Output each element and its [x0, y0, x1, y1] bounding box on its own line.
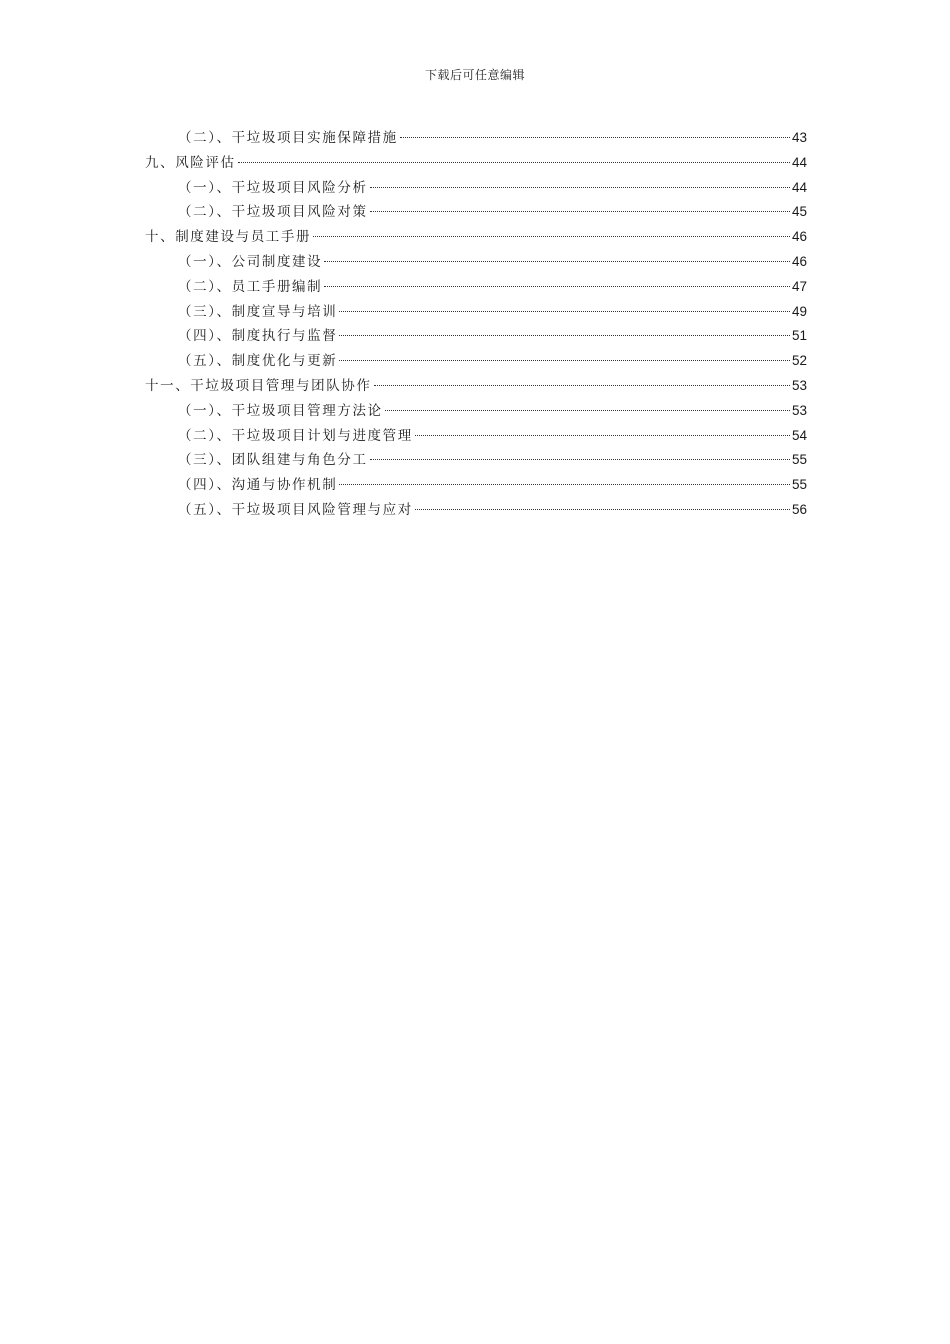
toc-entry[interactable]: [145, 349, 807, 374]
toc-entry-page: 53: [791, 402, 807, 418]
toc-entry-page: 46: [791, 229, 807, 245]
toc-dot-leader: [415, 509, 790, 510]
toc-dot-leader: [415, 435, 790, 436]
toc-entry[interactable]: [145, 151, 807, 176]
toc-entry-page: 55: [791, 452, 807, 468]
toc-dot-leader: [400, 137, 790, 138]
table-of-contents: [145, 126, 807, 523]
toc-entry-page: 51: [791, 328, 807, 344]
toc-entry-label: （五）、干垃圾项目风险管理与应对: [178, 501, 413, 518]
toc-entry-label: （二）、干垃圾项目风险对策: [178, 204, 368, 221]
toc-entry-page: 47: [791, 278, 807, 294]
toc-entry-label: （四）、制度执行与监督: [178, 328, 338, 345]
toc-entry[interactable]: [145, 498, 807, 523]
page-header-note: 下载后可任意编辑: [424, 68, 525, 82]
toc-entry-page: 55: [791, 477, 807, 493]
toc-entry-page: 43: [791, 130, 807, 145]
toc-entry-label: （五）、制度优化与更新: [178, 353, 338, 370]
toc-dot-leader: [374, 385, 790, 386]
toc-dot-leader: [370, 459, 790, 460]
toc-entry-label: 九、风险评估: [145, 154, 236, 171]
toc-entry[interactable]: [145, 176, 807, 201]
toc-entry[interactable]: [145, 200, 807, 225]
toc-entry[interactable]: [145, 399, 807, 424]
toc-entry-page: 52: [791, 353, 807, 369]
toc-entry-label: （三）、制度宣导与培训: [178, 303, 338, 320]
toc-entry-label: （一）、干垃圾项目管理方法论: [178, 402, 383, 419]
toc-entry-label: （一）、干垃圾项目风险分析: [178, 179, 368, 196]
toc-dot-leader: [324, 286, 790, 287]
toc-entry[interactable]: [145, 424, 807, 449]
toc-dot-leader: [339, 360, 790, 361]
toc-entry[interactable]: [145, 374, 807, 399]
toc-entry-label: （二）、员工手册编制: [178, 278, 323, 295]
toc-entry[interactable]: [145, 126, 807, 151]
toc-entry[interactable]: [145, 250, 807, 275]
toc-entry-page: 45: [791, 204, 807, 220]
toc-dot-leader: [339, 484, 790, 485]
toc-entry[interactable]: [145, 300, 807, 325]
toc-entry-page: 44: [791, 154, 807, 170]
toc-entry-page: 46: [791, 253, 807, 269]
toc-dot-leader: [370, 211, 790, 212]
toc-entry-label: 十一、干垃圾项目管理与团队协作: [145, 377, 372, 394]
toc-dot-leader: [370, 187, 790, 188]
toc-dot-leader: [238, 162, 790, 163]
toc-entry-page: 49: [791, 303, 807, 319]
toc-dot-leader: [385, 410, 790, 411]
toc-entry-page: 56: [791, 501, 807, 517]
toc-entry-label: 十、制度建设与员工手册: [145, 229, 312, 246]
toc-entry-label: （二）、干垃圾项目实施保障措施: [178, 130, 398, 146]
toc-entry[interactable]: [145, 275, 807, 300]
toc-entry[interactable]: [145, 225, 807, 250]
toc-entry-label: （二）、干垃圾项目计划与进度管理: [178, 427, 413, 444]
toc-entry-label: （三）、团队组建与角色分工: [178, 452, 368, 469]
toc-entry[interactable]: [145, 324, 807, 349]
toc-dot-leader: [324, 261, 790, 262]
toc-entry[interactable]: [145, 448, 807, 473]
toc-entry-page: 44: [791, 179, 807, 195]
toc-entry-label: （四）、沟通与协作机制: [178, 477, 338, 494]
toc-dot-leader: [339, 335, 790, 336]
toc-entry[interactable]: [145, 473, 807, 498]
toc-dot-leader: [313, 236, 790, 237]
toc-dot-leader: [339, 311, 790, 312]
toc-entry-page: 54: [791, 427, 807, 443]
toc-entry-page: 53: [791, 377, 807, 393]
toc-entry-label: （一）、公司制度建设: [178, 253, 323, 270]
